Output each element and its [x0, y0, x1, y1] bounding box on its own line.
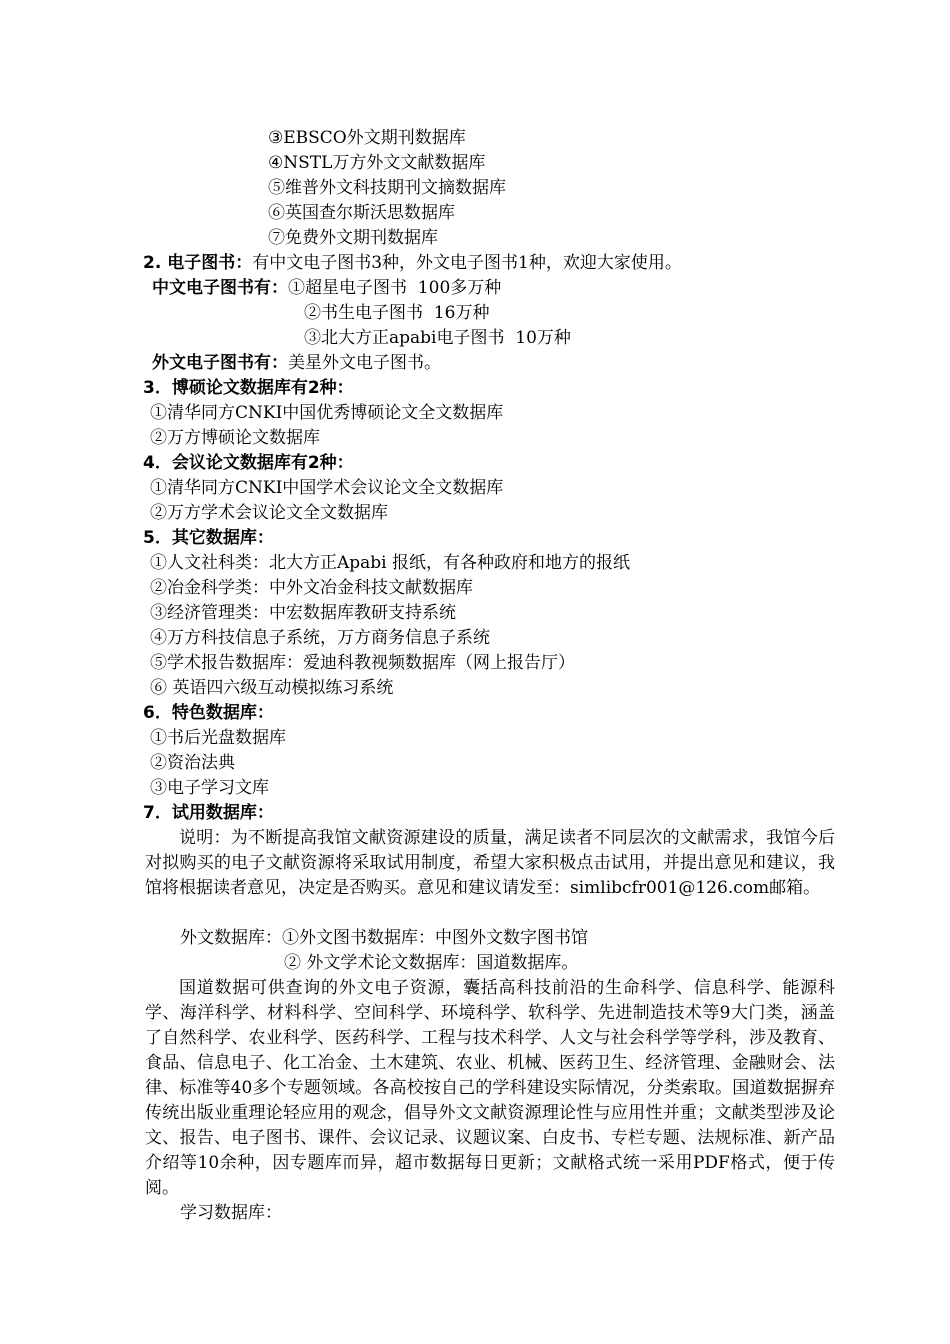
list-item: ⑥ 英语四六级互动模拟练习系统 — [150, 678, 394, 698]
section-heading: 5．其它数据库： — [143, 528, 274, 548]
list-item: ①人文社科类：北大方正Apabi 报纸，有各种政府和地方的报纸 — [150, 553, 631, 573]
trial-note-paragraph: 说明：为不断提高我馆文献资源建设的质量，满足读者不同层次的文献需求，我馆今后对拟购买的电子文献资源将采取试用制度，希望大家积极点击试用，并提出意见和建议，我馆将根据读者意见，决定是否购买。意见和建议请发至：simlibcfr001@126.com邮箱。 — [145, 828, 835, 898]
list-item: ③EBSCO外文期刊数据库 — [268, 128, 466, 148]
section-2 — [143, 251, 682, 276]
foreign-ebooks-label: 外文电子图书有： — [152, 353, 288, 373]
list-item: ⑤维普外文科技期刊文摘数据库 — [268, 178, 506, 198]
foreign-ebooks-row — [152, 351, 441, 376]
list-item: ①清华同方CNKI中国优秀博硕论文全文数据库 — [150, 403, 504, 423]
list-item: ⑤学术报告数据库：爱迪科教视频数据库（网上报告厅） — [150, 653, 575, 673]
guodao-paragraph: 国道数据可供查询的外文电子资源，囊括高科技前沿的生命科学、信息科学、能源科学、海洋科学、材料科学、空间科学、环境科学、软科学、先进制造技术等9大门类，涵盖了自然科学、农业科学、医药科学、工程与技术科学、人文与社会科学等学科，涉及教育、食品、信息电子、化工冶金、土木建筑、农业、机械、医药卫生、经济管理、金融财会、法律、标准等40多个专题领域。各高校按自己的学科建设实际情况，分类索取。国道数据摒弃传统出版业重理论轻应用的观念，倡导外文文献资源理论性与应用性并重；文献类型涉及论文、报告、电子图书、课件、会议记录、议题议案、白皮书、专栏专题、法规标准、新产品介绍等10余种，因专题库而异，超市数据每日更新；文献格式统一采用PDF格式，便于传阅。 — [145, 978, 835, 1198]
section-heading: 3．博硕论文数据库有2种： — [143, 378, 354, 398]
list-item: ⑥英国查尔斯沃思数据库 — [268, 203, 455, 223]
list-item: ④万方科技信息子系统，万方商务信息子系统 — [150, 628, 490, 648]
list-item: ③电子学习文库 — [150, 778, 269, 798]
section-heading: 2. 电子图书： — [143, 253, 253, 273]
cn-ebooks-label: 中文电子图书有： — [152, 278, 288, 298]
list-item: ②冶金科学类：中外文冶金科技文献数据库 — [150, 578, 473, 598]
foreign-ebooks-value: 美星外文电子图书。 — [288, 353, 441, 373]
list-item: ①清华同方CNKI中国学术会议论文全文数据库 — [150, 478, 504, 498]
list-item: ②万方学术会议论文全文数据库 — [150, 503, 388, 523]
list-item: ③经济管理类：中宏数据库教研支持系统 — [150, 603, 456, 623]
list-item: ①超星电子图书 100多万种 — [288, 278, 502, 298]
study-db-label: 学习数据库： — [180, 1203, 282, 1223]
foreign-db-line: ② 外文学术论文数据库：国道数据库。 — [284, 953, 579, 973]
list-item: ①书后光盘数据库 — [150, 728, 286, 748]
section-heading: 7．试用数据库： — [143, 803, 274, 823]
foreign-db-line: 外文数据库：①外文图书数据库：中图外文数字图书馆 — [180, 928, 588, 948]
section-heading: 6．特色数据库： — [143, 703, 274, 723]
cn-ebooks-row — [152, 276, 501, 301]
list-item: ②资治法典 — [150, 753, 235, 773]
list-item: ⑦免费外文期刊数据库 — [268, 228, 438, 248]
list-item: ②书生电子图书 16万种 — [304, 303, 490, 323]
section-intro: 有中文电子图书3种，外文电子图书1种，欢迎大家使用。 — [252, 253, 682, 273]
list-item: ②万方博硕论文数据库 — [150, 428, 320, 448]
section-heading: 4．会议论文数据库有2种： — [143, 453, 354, 473]
list-item: ③北大方正apabi电子图书 10万种 — [304, 328, 571, 348]
list-item: ④NSTL万方外文文献数据库 — [268, 153, 486, 173]
